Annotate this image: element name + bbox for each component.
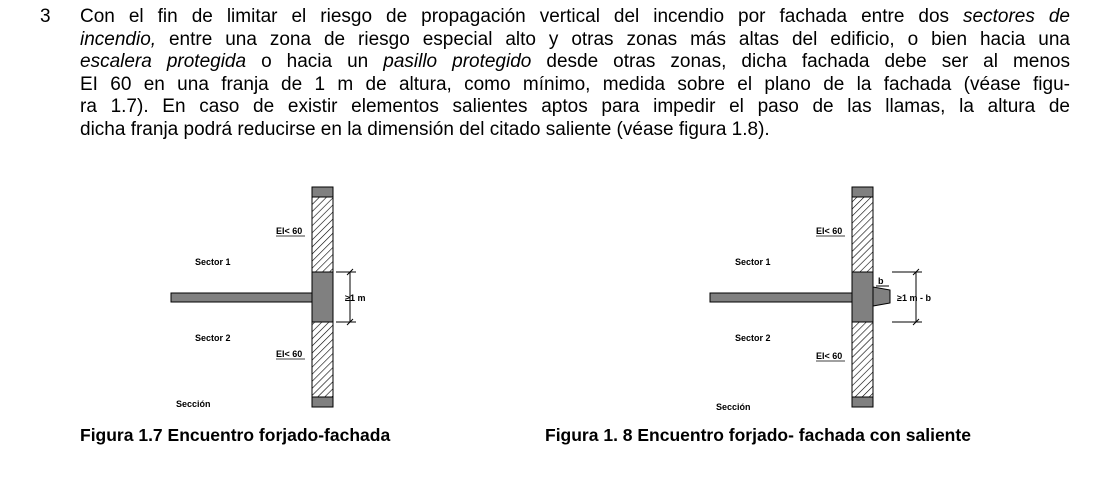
fig17-sector2-label: Sector 2 <box>195 333 231 343</box>
fig18-facade <box>852 187 873 407</box>
fig17-slab <box>171 293 312 302</box>
fig17-dimension-label: ≥1 m <box>345 293 366 303</box>
fig17-wall-lower-hatch <box>312 322 333 397</box>
italic-term: escalera protegida <box>80 51 247 72</box>
fig17-facade <box>312 187 333 407</box>
fig18-ei-bottom-label: EI< 60 <box>816 351 843 361</box>
fig18-ei-top-label: EI< 60 <box>816 226 843 236</box>
fig17-ei-band <box>312 272 333 322</box>
text-run: EI 60 en una franja de 1 m de altura, como mínimo, medida sobre el plano de la fachada (véase figu- <box>80 73 1070 95</box>
fig18-projection <box>873 287 890 306</box>
fig18-sector2-label: Sector 2 <box>735 333 771 343</box>
text-run: entre una zona de riesgo especial alto y otras zonas más altas del edificio, o bien hacia una <box>156 28 1070 50</box>
fig18-b-label: b <box>878 276 884 286</box>
text-run: dicha franja podrá reducirse en la dimensión del citado saliente (véase figura 1.8). <box>80 118 770 140</box>
fig17-wall-bottom-cap <box>312 397 333 407</box>
fig17-sector1-label: Sector 1 <box>195 257 231 267</box>
fig18-wall-lower-hatch <box>852 322 873 397</box>
fig18-section-label: Sección <box>716 402 751 412</box>
paragraph-number: 3 <box>40 6 51 27</box>
text-run: desde otras zonas, dicha fachada debe ser al menos <box>531 51 1070 72</box>
fig17-ei-bottom-label: EI< 60 <box>276 349 303 359</box>
fig17-wall-top-cap <box>312 187 333 197</box>
fig18-wall-bottom-cap <box>852 397 873 407</box>
italic-term: incendio, <box>80 28 157 50</box>
text-run: Con el fin de limitar el riesgo de propagación vertical del incendio por fachada entre dos <box>80 6 964 27</box>
figure-1-7-caption: Figura 1.7 Encuentro forjado-fachada <box>80 425 391 445</box>
fig17-ei-top-label: EI< 60 <box>276 226 303 236</box>
fig18-slab <box>710 293 852 302</box>
italic-term: pasillo protegido <box>383 51 532 72</box>
text-run: ra 1.7). En caso de existir elementos salientes aptos para impedir el paso de las llamas, la altura de <box>80 96 1070 117</box>
text-run: o hacia un <box>246 51 384 72</box>
fig18-ei-band <box>852 272 873 322</box>
italic-term: sectores de <box>963 6 1070 27</box>
fig17-wall-upper-hatch <box>312 197 333 272</box>
fig17-section-label: Sección <box>176 399 211 409</box>
fig18-wall-upper-hatch <box>852 197 873 272</box>
fig18-wall-top-cap <box>852 187 873 197</box>
figure-1-8-caption: Figura 1. 8 Encuentro forjado- fachada con saliente <box>545 425 971 445</box>
fig18-dimension-label: ≥1 m - b <box>897 293 931 303</box>
fig18-sector1-label: Sector 1 <box>735 257 771 267</box>
